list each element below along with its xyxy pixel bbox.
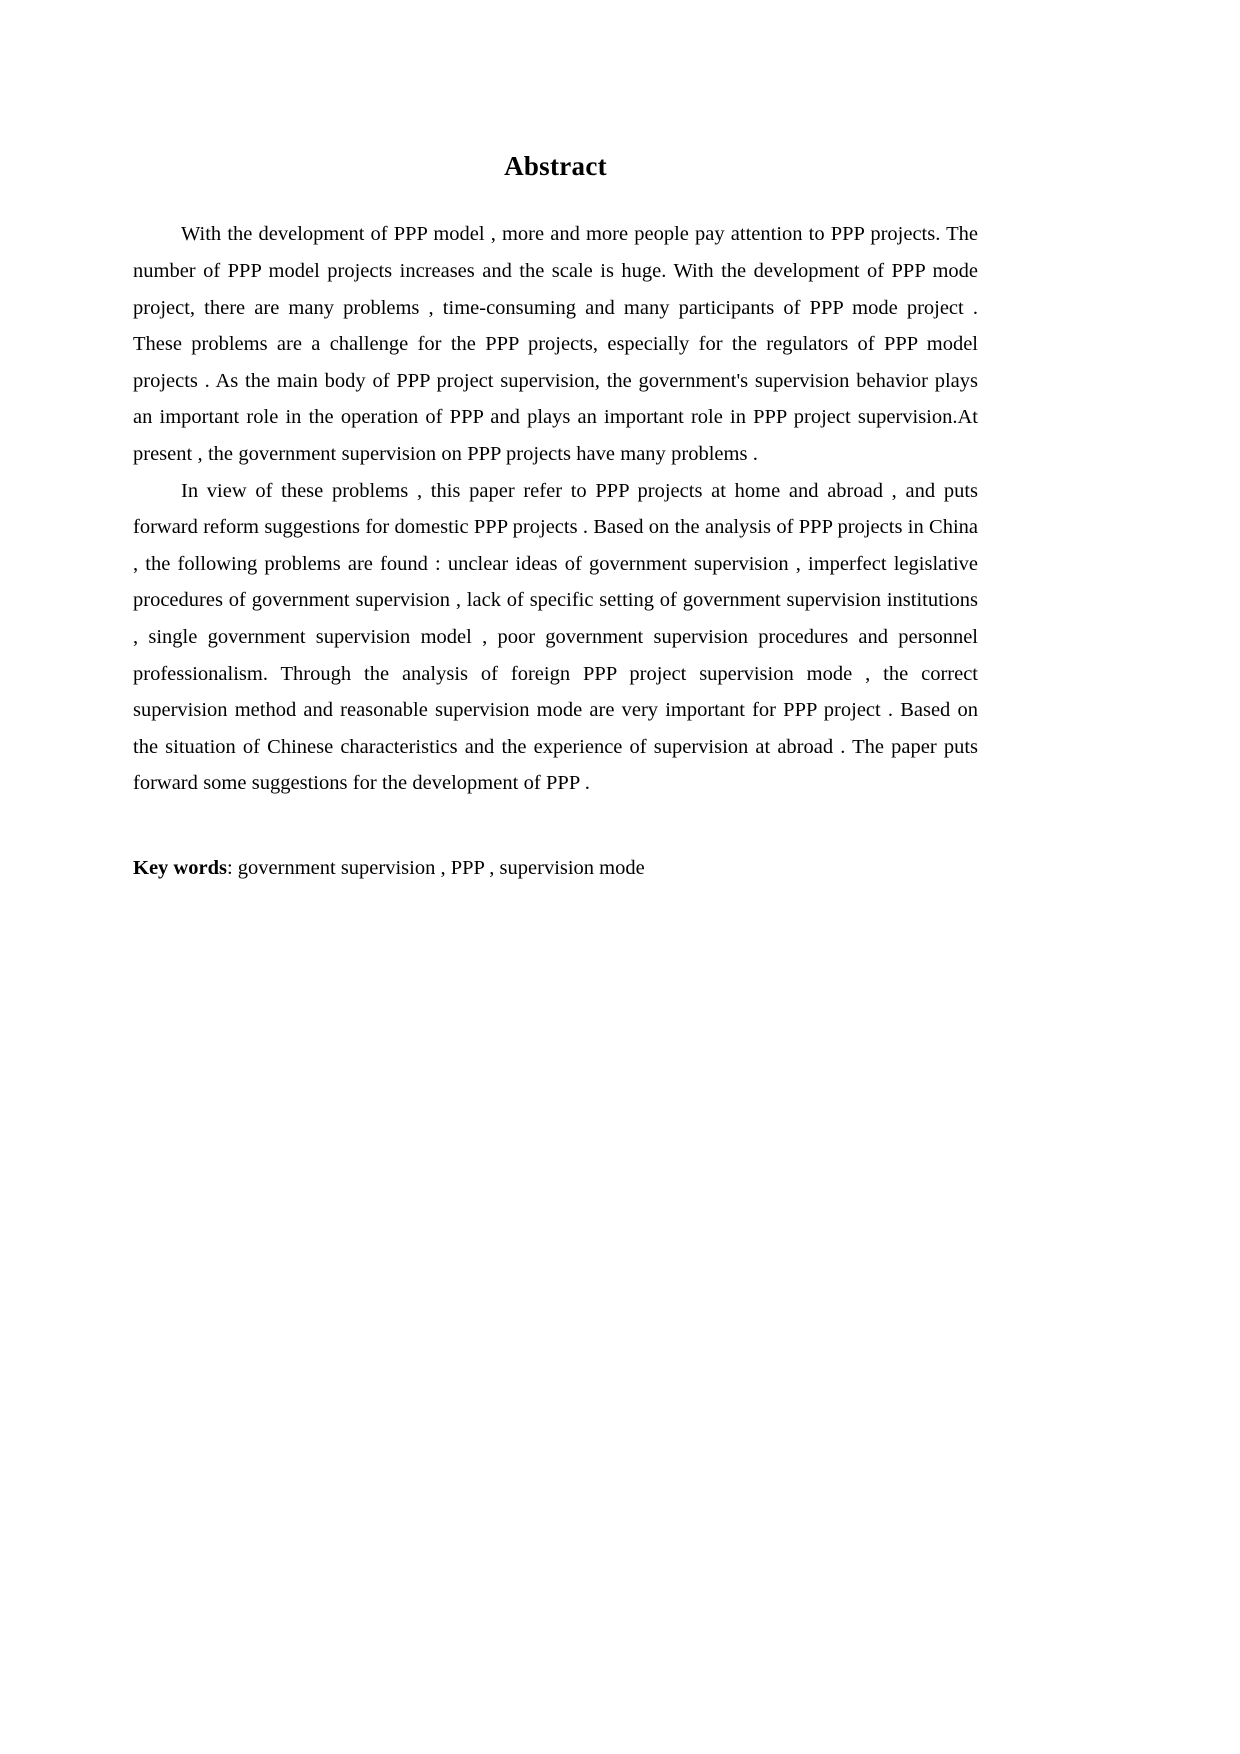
page-title: Abstract	[504, 151, 607, 181]
page-content	[133, 150, 978, 907]
abstract-paragraph-2: In view of these problems , this paper refer to PPP projects at home and abroad , and puts forward reform suggestions for domestic PPP projects . Based on the analysis of PPP projects in China , the following problems are found : unclear ideas of government supervision , imperfect legislative procedures of government supervision , lack of specific setting of government supervision institutions , single government supervision model , poor government supervision procedures and personnel professionalism. Through the analysis of foreign PPP project supervision mode , the correct supervision method and reasonable supervision mode are very important for PPP project . Based on the situation of Chinese characteristics and the experience of supervision at abroad . The paper puts forward some suggestions for the development of PPP .	[133, 479, 978, 795]
keywords-separator: :	[226, 856, 238, 879]
keywords-label: Key words	[133, 856, 227, 879]
keywords-value: government supervision , PPP , supervision mode	[237, 856, 645, 879]
abstract-paragraph-1: With the development of PPP model , more and more people pay attention to PPP projects. The number of PPP model projects increases and the scale is huge. With the development of PPP mode project, there are many problems , time-consuming and many participants of PPP mode project . These problems are a challenge for the PPP projects, especially for the regulators of PPP model projects . As the main body of PPP project supervision, the government's supervision behavior plays an important role in the operation of PPP and plays an important role in PPP project supervision.At present , the government supervision on PPP projects have many problems .	[133, 223, 978, 465]
keywords-line	[133, 850, 978, 887]
